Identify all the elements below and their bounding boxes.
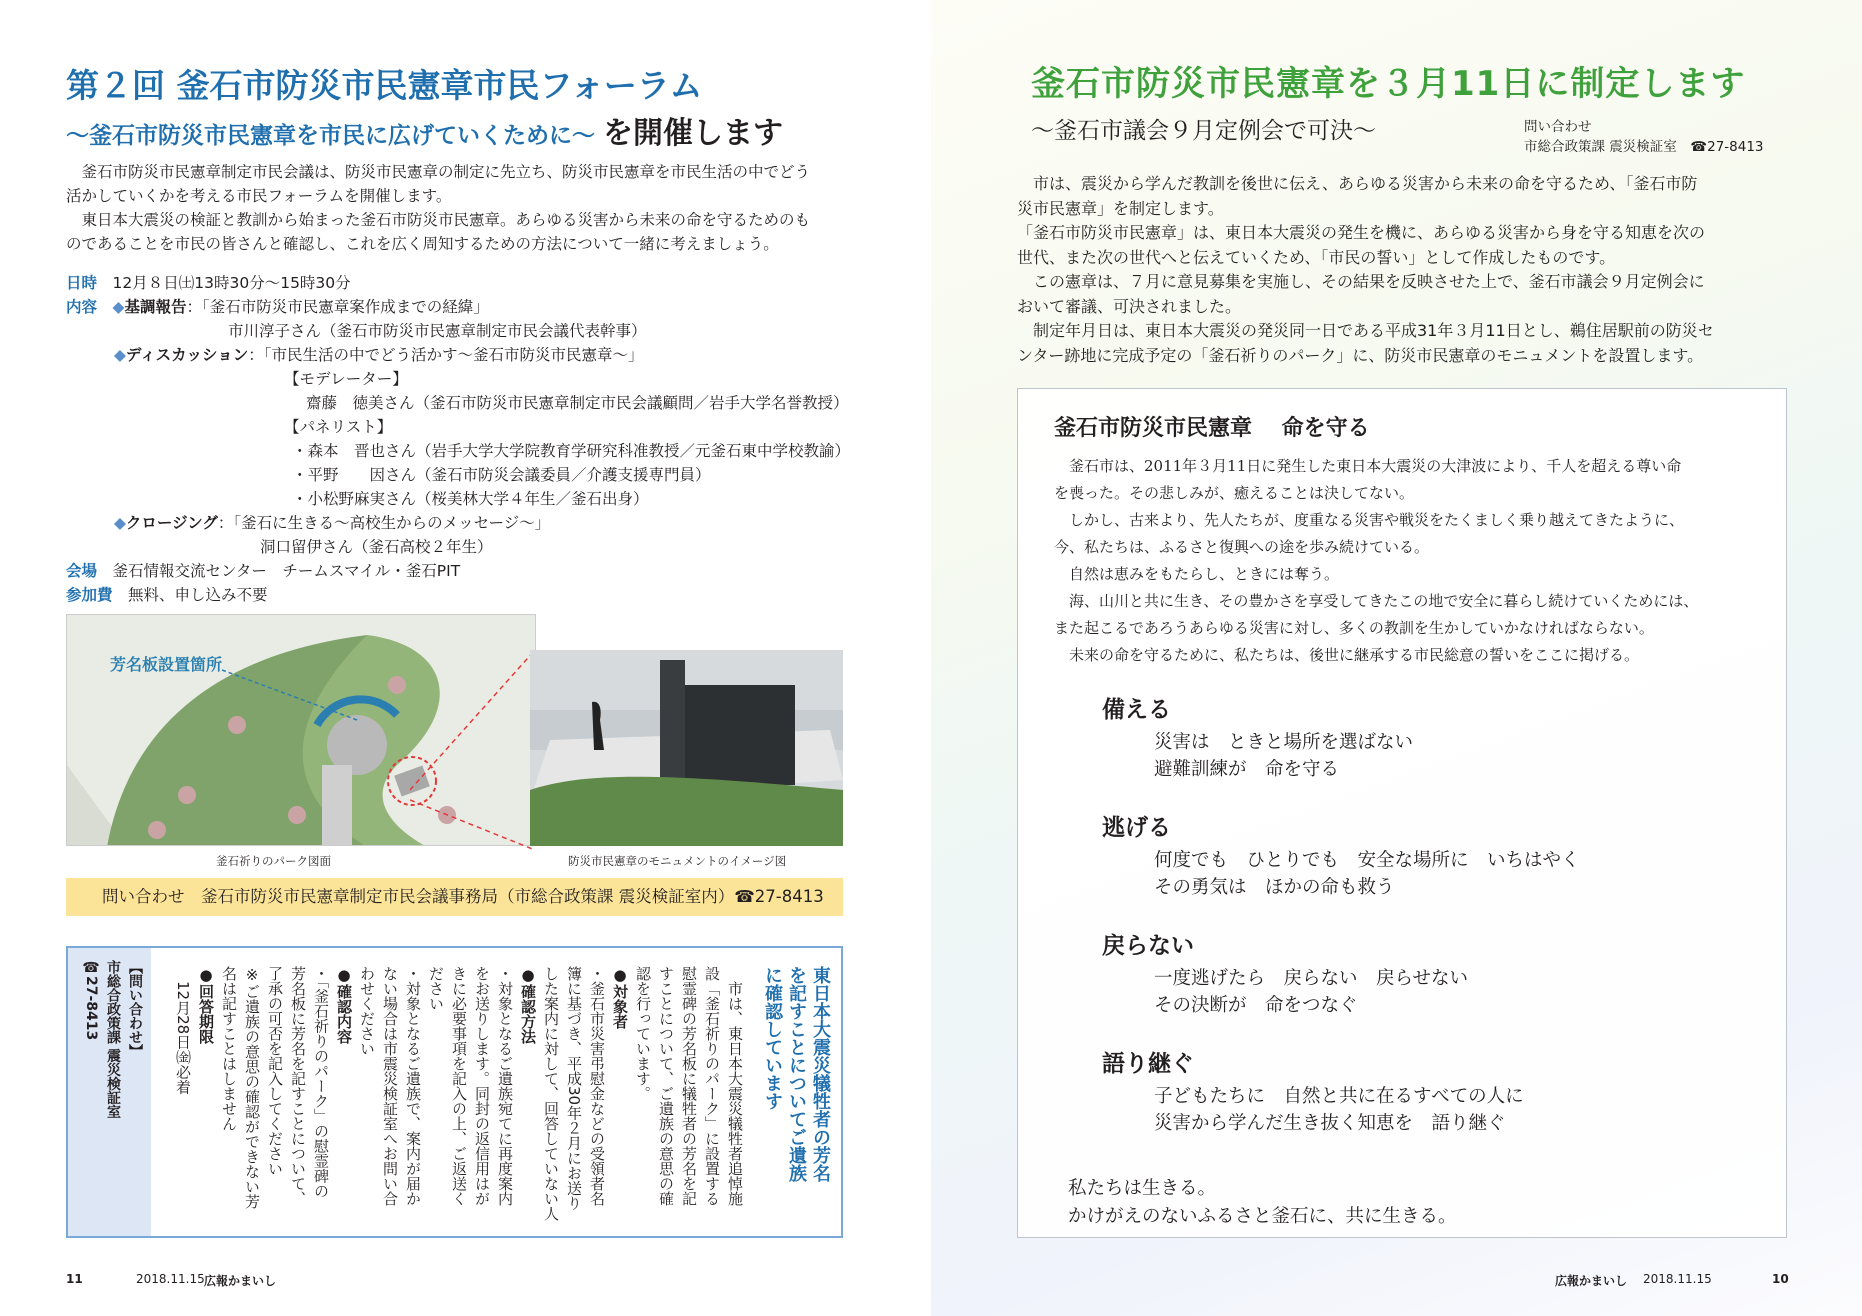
notice-body-column: わせください	[358, 966, 376, 1056]
principle-line: その勇気は ほかの命も救う	[1154, 877, 1395, 898]
bullet-icon: ◆	[114, 514, 126, 532]
notice-body-column: ・対象となるご遺族で、案内が届か	[404, 966, 422, 1206]
closing-label: クロージング	[125, 514, 218, 532]
keynote-row	[66, 295, 489, 319]
moderator: 齋藤 徳美さん（釜石市防災市民憲章制定市民会議顧問／岩手大学名誉教授）	[306, 394, 849, 412]
principle-heading: 逃げる	[1102, 815, 1171, 841]
fee-row	[66, 583, 268, 607]
notice-body-column: 慰霊碑の芳名板に犠牲者の芳名を記	[680, 966, 698, 1206]
notice-body-column: ・「釜石祈りのパーク」の慰霊碑の	[312, 966, 330, 1199]
panelist: ・平野 因さん（釜石市防災会議委員／介護支援専門員）	[292, 466, 711, 484]
preamble-line: 海、山川と共に生き、その豊かさを享受してきたこの地で安全に暮らし続けていくためには、	[1054, 592, 1699, 610]
notice-body-column: 認を行っています。	[634, 966, 652, 1101]
notice-body-column: 了承の可否を記入してください	[266, 966, 284, 1176]
notice-heading-column: ●確認方法	[519, 966, 537, 1044]
preamble-line: 今、私たちは、ふるさと復興への途を歩み続けている。	[1054, 538, 1430, 556]
callout-lines	[410, 630, 540, 860]
forum-subtitle	[66, 108, 783, 152]
closing-line: 私たちは生きる。	[1068, 1178, 1217, 1199]
principle-line: 一度逃げたら 戻らない 戻らせない	[1154, 968, 1468, 989]
keynote-label: 基調報告	[124, 298, 187, 316]
notice-body-column: 市は、東日本大震災犠牲者追悼施	[726, 966, 744, 1206]
principle-line: その決断が 命をつなぐ	[1154, 995, 1358, 1016]
notice-body-column: ない場合は市震災検証室へお問い合	[381, 966, 399, 1206]
forum-subtitle-text: 〜釜石市防災市民憲章を市民に広げていくために〜	[66, 123, 595, 149]
page-number-left: 11	[66, 1272, 83, 1286]
preamble-line: また起こるであろうあらゆる災害に対し、多くの教訓を生かしていかなければならない。	[1054, 619, 1654, 637]
content-label: 内容	[66, 298, 98, 316]
notice-body-column: 名は記すことはしません	[220, 966, 238, 1131]
panelist: ・森本 晋也さん（岩手大学大学院教育学研究科准教授／元釜石東中学校教諭）	[292, 442, 851, 460]
notice-body-column: ※ご遺族の意思の確認ができない芳	[243, 966, 261, 1209]
principle-line: 災害から学んだ生き抜く知恵を 語り継ぐ	[1154, 1113, 1506, 1134]
notice-heading-column: ●対象者	[611, 966, 629, 1029]
body-line: 「釜石市防災市民憲章」は、東日本大震災の発生を機に、あらゆる災害から身を守る知恵を次の	[1017, 223, 1706, 242]
principle-line: 災害は ときと場所を選ばない	[1154, 732, 1414, 753]
principle-heading: 備える	[1102, 697, 1171, 723]
panelist-label: 【パネリスト】	[284, 418, 393, 436]
closing-person: 洞口留伊さん（釜石高校２年生）	[260, 538, 493, 556]
body-line: この憲章は、７月に意見募集を実施し、その結果を反映させた上で、釜石市議会９月定例会に	[1017, 272, 1705, 291]
date-row	[66, 271, 351, 295]
charter-title: 釜石市防災市民憲章 命を守る	[1054, 416, 1370, 441]
fee-label: 参加費	[66, 586, 113, 604]
principle-line: 何度でも ひとりでも 安全な場所に いちはやく	[1154, 850, 1580, 871]
moderator-label: 【モデレーター】	[284, 370, 408, 388]
fee-value: 無料、申し込み不要	[128, 586, 268, 604]
venue-label: 会場	[66, 562, 98, 580]
notice-body-column: 簿に基づき、平成30年２月にお送り	[565, 966, 583, 1211]
footer-name-left: 広報かまいし	[204, 1274, 277, 1288]
notice-body-column: すことについて、ご遺族の意思の確	[657, 966, 675, 1206]
notice-heading-column: ●確認内容	[335, 966, 353, 1044]
notice-title-column: 東日本大震災犠牲者の芳名	[810, 966, 831, 1182]
notice-contact-column: 【問い合わせ】	[127, 960, 143, 1058]
principle-heading: 戻らない	[1102, 933, 1194, 959]
closing-line: かけがえのないふるさと釜石に、共に生きる。	[1068, 1206, 1457, 1227]
keynote-value: ：「釜石市防災市民憲章案作成までの経緯」	[186, 298, 489, 316]
keynote-person: 市川淳子さん（釜石市防災市民憲章制定市民会議代表幹事）	[228, 322, 647, 340]
footer-date-right: 2018.11.15	[1643, 1272, 1712, 1286]
closing-row	[114, 511, 550, 535]
preamble-line: 未来の命を守るために、私たちは、後世に継承する市民総意の誓いをここに掲げる。	[1054, 646, 1640, 664]
venue-value: 釜石情報交流センター チームスマイル・釜石PIT	[112, 562, 461, 580]
body-line: 災市民憲章」を制定します。	[1017, 198, 1224, 218]
forum-contact-bar: 問い合わせ 釜石市防災市民憲章制定市民会議事務局（市総合政策課 震災検証室内）☎27-8413	[66, 878, 843, 916]
preamble-line: 自然は恵みをもたらし、ときには奪う。	[1054, 565, 1340, 583]
venue-row	[66, 559, 460, 583]
footer-name-right: 広報かまいし	[1555, 1274, 1628, 1288]
notice-contact-column: ☎27-8413	[83, 960, 99, 1041]
map-callout: 芳名板設置箇所	[110, 655, 223, 674]
right-body	[1017, 172, 1714, 368]
notice-body-column: をお送りします。同封の返信用はが	[473, 966, 491, 1206]
body-line: おいて審議、可決されました。	[1017, 296, 1242, 316]
principle-line: 子どもたちに 自然と共に在るすべての人に	[1154, 1086, 1524, 1107]
charter-closing	[1068, 1175, 1457, 1231]
notice-title-column: に確認しています	[762, 966, 783, 1110]
charter-news-subtitle: 〜釜石市議会９月定例会で可決〜	[1031, 118, 1376, 144]
bullet-icon: ◆	[114, 346, 126, 364]
right-inquiry-value: 市総合政策課 震災検証室 ☎27-8413	[1524, 139, 1764, 155]
intro-line: 活かしていくかを考える市民フォーラムを開催します。	[66, 187, 452, 205]
forum-title: 第２回 釜石市防災市民憲章市民フォーラム	[66, 66, 703, 105]
notice-title-column: を記すことについてご遺族	[786, 966, 807, 1182]
footer-date-left: 2018.11.15	[136, 1272, 205, 1286]
body-line: 市は、震災から学んだ教訓を後世に伝え、あらゆる災害から未来の命を守るため、「釜石市防	[1017, 174, 1698, 193]
body-line: 制定年月日は、東日本大震災の発災同一日である平成31年３月11日とし、鵜住居駅前の防災セ	[1017, 321, 1714, 340]
preamble-line: を喪った。その悲しみが、癒えることは決してない。	[1054, 484, 1415, 502]
right-inquiry	[1524, 117, 1764, 157]
charter-preamble	[1054, 453, 1698, 669]
body-line: 世代、また次の世代へと伝えていくため、「市民の誓い」として作成したものです。	[1017, 247, 1616, 267]
discussion-label: ディスカッション	[125, 346, 249, 364]
body-line: ンター跡地に完成予定の「釜石祈りのパーク」に、防災市民憲章のモニュメントを設置します。	[1017, 345, 1704, 365]
notice-body-column: ・釜石市災害弔慰金などの受領者名	[588, 966, 606, 1206]
notice-body-column: きに必要事項を記入の上、ご返送く	[450, 966, 468, 1206]
notice-body-column: 設「釜石祈りのパーク」に設置する	[703, 966, 721, 1206]
intro-line: 東日本大震災の検証と教訓から始まった釜石市防災市民憲章。あらゆる災害から未来の命を守るためのも	[66, 211, 811, 229]
date-label: 日時	[66, 274, 98, 292]
date-value: 12月８日㈯13時30分〜15時30分	[112, 274, 351, 292]
closing-value: ：「釜石に生きる〜高校生からのメッセージ〜」	[217, 514, 551, 532]
notice-body-column: した案内に対して、回答していない人	[542, 966, 560, 1221]
bullet-icon: ◆	[112, 298, 125, 316]
preamble-line: 釜石市は、2011年３月11日に発生した東日本大震災の大津波により、千人を超える尊い命	[1054, 457, 1682, 475]
notice-body-column: 芳名板に芳名を記すことについて、	[289, 966, 307, 1206]
charter-box	[1017, 388, 1787, 1238]
charter-news-title: 釜石市防災市民憲章を３月11日に制定します	[1031, 64, 1746, 104]
notice-body-column: ださい	[427, 966, 445, 1011]
discussion-value: ：「市民生活の中でどう活かす〜釜石市防災市民憲章〜」	[248, 346, 644, 364]
notice-heading-column: ●回答期限	[197, 966, 215, 1044]
discussion-row	[114, 343, 643, 367]
caption-map: 釜石祈りのパーク図面	[216, 854, 331, 868]
caption-monument: 防災市民憲章のモニュメントのイメージ図	[568, 854, 787, 868]
notice-contact-column: 市総合政策課 震災検証室	[105, 960, 121, 1119]
notice-body-column: ・対象となるご遺族宛てに再度案内	[496, 966, 514, 1206]
monument-image	[530, 650, 843, 846]
right-page	[931, 0, 1862, 1316]
right-inquiry-label: 問い合わせ	[1524, 119, 1592, 135]
principle-line: 避難訓練が 命を守る	[1154, 759, 1340, 780]
notice-body-column: 12月28日㈮必着	[174, 966, 192, 1095]
intro-line: 釜石市防災市民憲章制定市民会議は、防災市民憲章の制定に先立ち、防災市民憲章を市民生活の中でどう	[66, 163, 811, 181]
preamble-line: しかし、古来より、先人たちが、度重なる災害や戦災をたくましく乗り越えてきたように、	[1054, 511, 1685, 529]
forum-subtitle-suffix: を開催します	[603, 116, 784, 151]
panelist: ・小松野麻実さん（桜美林大学４年生／釜石出身）	[292, 490, 649, 508]
principle-heading: 語り継ぐ	[1102, 1051, 1194, 1077]
intro-line: のであることを市民の皆さんと確認し、これを広く周知するための方法について一緒に考えましょう。	[66, 235, 779, 253]
forum-intro	[66, 160, 810, 256]
page-number-right: 10	[1772, 1272, 1789, 1286]
